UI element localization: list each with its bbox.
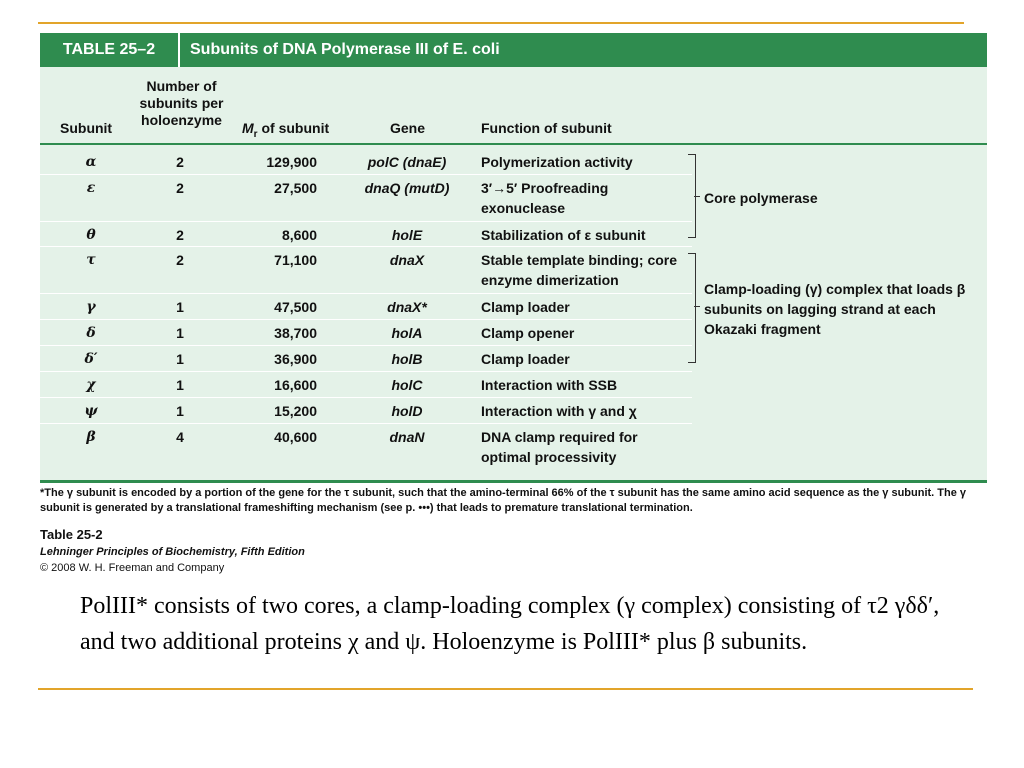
core-brace-tip: [694, 196, 700, 197]
cell-subunit: δ: [86, 325, 96, 341]
row-separator: [40, 423, 692, 424]
cell-gene: dnaX: [389, 252, 425, 268]
cell-subunit: χ: [86, 377, 96, 393]
cell-gene: dnaN: [389, 429, 425, 445]
cell-subunit: ψ: [84, 403, 98, 419]
cell-function: 3′→5′ Proofreading exonuclease: [481, 180, 609, 216]
clamp-brace: [688, 253, 696, 363]
cell-function: Stable template binding; core enzyme dimerization: [481, 252, 678, 288]
cell-function: DNA clamp required for optimal processivity: [481, 429, 638, 465]
cell-function: Polymerization activity: [481, 154, 633, 170]
cell-number: 2: [176, 154, 184, 170]
row-separator: [40, 397, 692, 398]
header-mr-m: M: [242, 120, 254, 136]
cell-subunit: τ: [86, 252, 96, 268]
table-title-bar: [40, 33, 987, 67]
header-gene: Gene: [390, 120, 426, 136]
header-mr-rest: of subunit: [257, 120, 330, 136]
header-number: Number of subunits per holoenzyme: [139, 78, 224, 128]
cell-function: Clamp loader: [481, 351, 570, 367]
cell-subunit: α: [85, 154, 97, 170]
caption-book: Lehninger Principles of Biochemistry, Fifth Edition: [40, 546, 305, 558]
header-mr: [242, 120, 329, 143]
bottom-rule: [38, 688, 973, 690]
cell-number: 1: [176, 351, 184, 367]
cell-gene: holE: [391, 227, 423, 243]
caption-copyright: © 2008 W. H. Freeman and Company: [40, 562, 225, 574]
cell-number: 2: [176, 227, 184, 243]
row-separator: [40, 345, 692, 346]
cell-mr: 129,900: [266, 154, 317, 170]
cell-number: 1: [176, 377, 184, 393]
cell-subunit: δ′: [84, 351, 98, 367]
cell-gene: polC (dnaE): [367, 154, 447, 170]
table-title: Subunits of DNA Polymerase III of E. coli: [190, 41, 500, 58]
cell-gene: holA: [391, 325, 423, 341]
cell-function: Clamp loader: [481, 299, 570, 315]
cell-function: Interaction with SSB: [481, 377, 618, 393]
caption-title: Table 25-2: [40, 527, 103, 542]
cell-number: 4: [176, 429, 184, 445]
cell-subunit: θ: [86, 227, 96, 243]
clamp-loading-label: Clamp-loading (γ) complex that loads β subunits on lagging strand at each Okazaki fragment: [704, 281, 966, 337]
table-footnote: *The γ subunit is encoded by a portion of the gene for the τ subunit, such that the amino-terminal 66% of the τ subunit has the same amino acid sequence as the γ subunit. The γ subunit is generated by a translational frameshifting mechanism (see p. •••) that leads to premature translational termination.: [40, 487, 967, 514]
table-bottom-rule: [40, 480, 987, 483]
cell-function: Clamp opener: [481, 325, 575, 341]
cell-mr: 38,700: [274, 325, 317, 341]
header-separator: [40, 143, 987, 145]
cell-function: Stabilization of ε subunit: [481, 227, 646, 243]
cell-subunit: γ: [86, 299, 96, 315]
row-separator: [40, 371, 692, 372]
cell-number: 1: [176, 403, 184, 419]
header-subunit: Subunit: [60, 120, 113, 136]
row-separator: [40, 221, 692, 222]
cell-number: 2: [176, 180, 184, 196]
row-separator: [40, 174, 692, 175]
cell-mr: 16,600: [274, 377, 317, 393]
clamp-brace-tip: [694, 306, 700, 307]
cell-mr: 40,600: [274, 429, 317, 445]
cell-gene: dnaQ (mutD): [364, 180, 450, 196]
cell-number: 1: [176, 325, 184, 341]
cell-gene: dnaX*: [387, 299, 427, 315]
cell-mr: 8,600: [281, 227, 317, 243]
header-function: Function of subunit: [481, 120, 612, 136]
row-separator: [40, 246, 692, 247]
cell-subunit: ε: [86, 180, 96, 196]
cell-mr: 15,200: [274, 403, 317, 419]
cell-mr: 27,500: [274, 180, 317, 196]
cell-gene: holC: [391, 377, 423, 393]
cell-mr: 47,500: [274, 299, 317, 315]
cell-gene: holB: [391, 351, 423, 367]
cell-number: 1: [176, 299, 184, 315]
cell-mr: 71,100: [274, 252, 317, 268]
top-rule: [38, 22, 964, 24]
table-number: TABLE 25–2: [40, 33, 180, 67]
cell-function: Interaction with γ and χ: [481, 403, 637, 419]
cell-gene: holD: [391, 403, 423, 419]
row-separator: [40, 319, 692, 320]
cell-subunit: β: [86, 429, 96, 445]
header-mr-sub: r: [253, 128, 258, 140]
summary-text: PolIII* consists of two cores, a clamp-loading complex (γ complex) consisting of τ2 γδδ′, and two additional proteins χ and ψ. Holoenzyme is PolIII* plus β subunits.: [80, 593, 940, 655]
cell-mr: 36,900: [274, 351, 317, 367]
row-separator: [40, 293, 692, 294]
cell-number: 2: [176, 252, 184, 268]
core-polymerase-label: Core polymerase: [704, 190, 818, 206]
